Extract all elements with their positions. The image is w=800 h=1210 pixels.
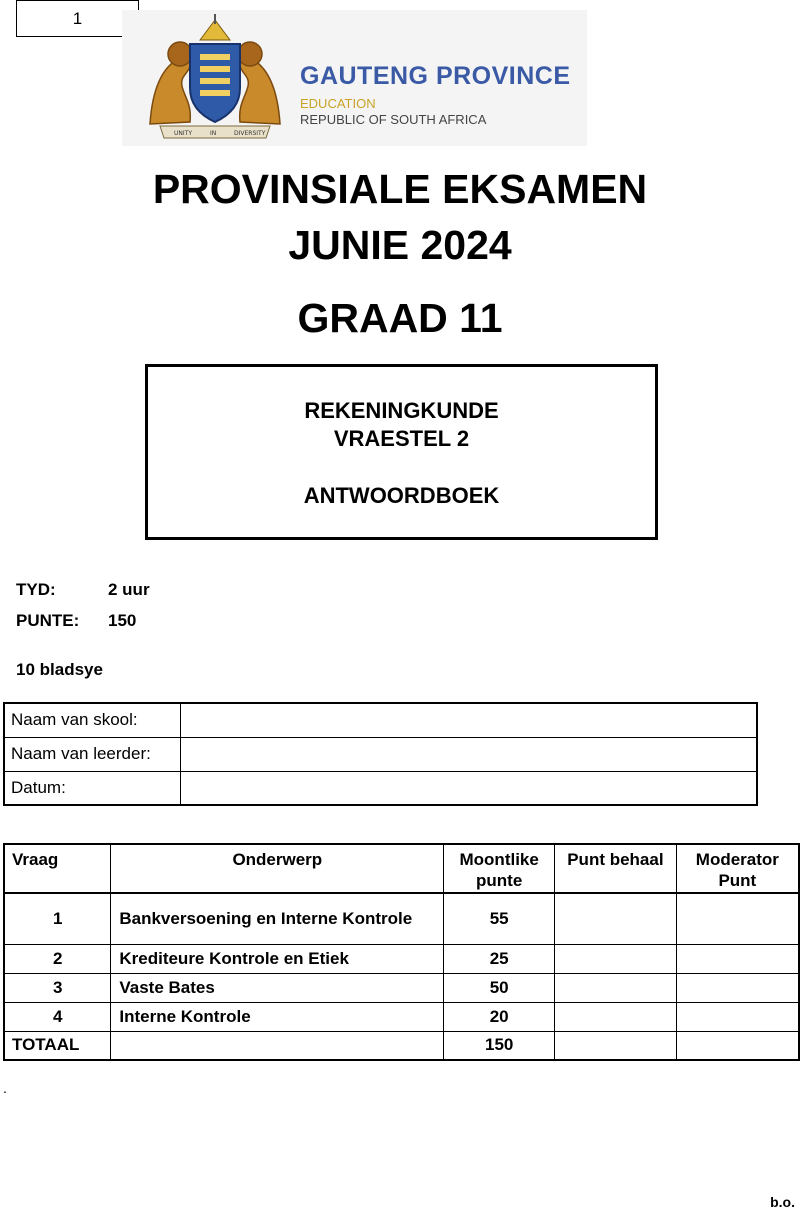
question-number: 2	[4, 944, 111, 973]
header-possible-marks: Moontlike punte	[444, 844, 555, 893]
table-row	[4, 771, 757, 805]
learner-details-table	[3, 702, 758, 806]
moderator-marks-cell[interactable]	[676, 1002, 799, 1031]
moderator-marks-cell[interactable]	[676, 944, 799, 973]
possible-marks: 55	[444, 893, 555, 944]
motto-word: DIVERSITY	[234, 130, 266, 137]
time-label: TYD:	[16, 580, 56, 599]
total-possible-marks: 150	[444, 1031, 555, 1060]
possible-marks: 25	[444, 944, 555, 973]
time-info	[16, 580, 150, 600]
marks-info	[16, 611, 136, 631]
table-header-row	[4, 844, 799, 893]
subject-box	[145, 364, 658, 540]
subject-name: REKENINGKUNDE	[304, 398, 499, 423]
header-moderator-marks: Moderator Punt	[676, 844, 799, 893]
table-row	[4, 973, 799, 1002]
total-moderator-cell[interactable]	[676, 1031, 799, 1060]
school-name-field[interactable]	[180, 703, 757, 737]
question-number: 4	[4, 1002, 111, 1031]
time-value: 2 uur	[108, 580, 150, 599]
motto-word: UNITY	[174, 130, 192, 137]
logo-department: EDUCATION	[300, 96, 376, 111]
header-marks-achieved: Punt behaal	[555, 844, 677, 893]
learner-name-label: Naam van leerder:	[4, 737, 180, 771]
question-topic: Vaste Bates	[111, 973, 444, 1002]
exam-title: PROVINSIALE EKSAMEN	[152, 166, 648, 212]
exam-session: JUNIE 2024	[288, 222, 512, 268]
header-topic: Onderwerp	[111, 844, 444, 893]
table-row	[4, 703, 757, 737]
turn-over-note: b.o.	[770, 1194, 795, 1210]
table-row	[4, 893, 799, 944]
total-row	[4, 1031, 799, 1060]
total-achieved-cell[interactable]	[555, 1031, 677, 1060]
gauteng-logo	[122, 10, 587, 146]
possible-marks: 50	[444, 973, 555, 1002]
marks-value: 150	[108, 611, 137, 630]
date-field[interactable]	[180, 771, 757, 805]
achieved-marks-cell[interactable]	[555, 1002, 677, 1031]
achieved-marks-cell[interactable]	[555, 973, 677, 1002]
page-number-box	[16, 0, 139, 37]
total-label: TOTAAL	[4, 1031, 111, 1060]
stray-dot: .	[3, 1080, 7, 1096]
question-topic: Krediteure Kontrole en Etiek	[111, 944, 444, 973]
moderator-marks-cell[interactable]	[676, 893, 799, 944]
achieved-marks-cell[interactable]	[555, 893, 677, 944]
possible-marks: 20	[444, 1002, 555, 1031]
question-topic: Bankversoening en Interne Kontrole	[111, 893, 444, 944]
question-topic: Interne Kontrole	[111, 1002, 444, 1031]
school-name-label: Naam van skool:	[4, 703, 180, 737]
table-row	[4, 944, 799, 973]
table-row	[4, 737, 757, 771]
question-number: 1	[4, 893, 111, 944]
motto-word: IN	[210, 130, 217, 137]
page-count: 10 bladsye	[16, 660, 103, 679]
header-question: Vraag	[4, 844, 111, 893]
grade-title: GRAAD 11	[297, 295, 503, 341]
total-topic	[111, 1031, 444, 1060]
marks-label: PUNTE:	[16, 611, 80, 630]
logo-title: GAUTENG PROVINCE	[300, 62, 571, 90]
question-number: 3	[4, 973, 111, 1002]
learner-name-field[interactable]	[180, 737, 757, 771]
logo-country: REPUBLIC OF SOUTH AFRICA	[300, 112, 487, 127]
date-label: Datum:	[4, 771, 180, 805]
achieved-marks-cell[interactable]	[555, 944, 677, 973]
moderator-marks-cell[interactable]	[676, 973, 799, 1002]
coat-of-arms-icon	[140, 14, 290, 142]
paper-number: VRAESTEL 2	[333, 426, 470, 451]
marks-table	[3, 843, 800, 1061]
table-row	[4, 1002, 799, 1031]
page-number: 1	[72, 8, 83, 28]
booklet-type: ANTWOORDBOEK	[303, 483, 500, 508]
